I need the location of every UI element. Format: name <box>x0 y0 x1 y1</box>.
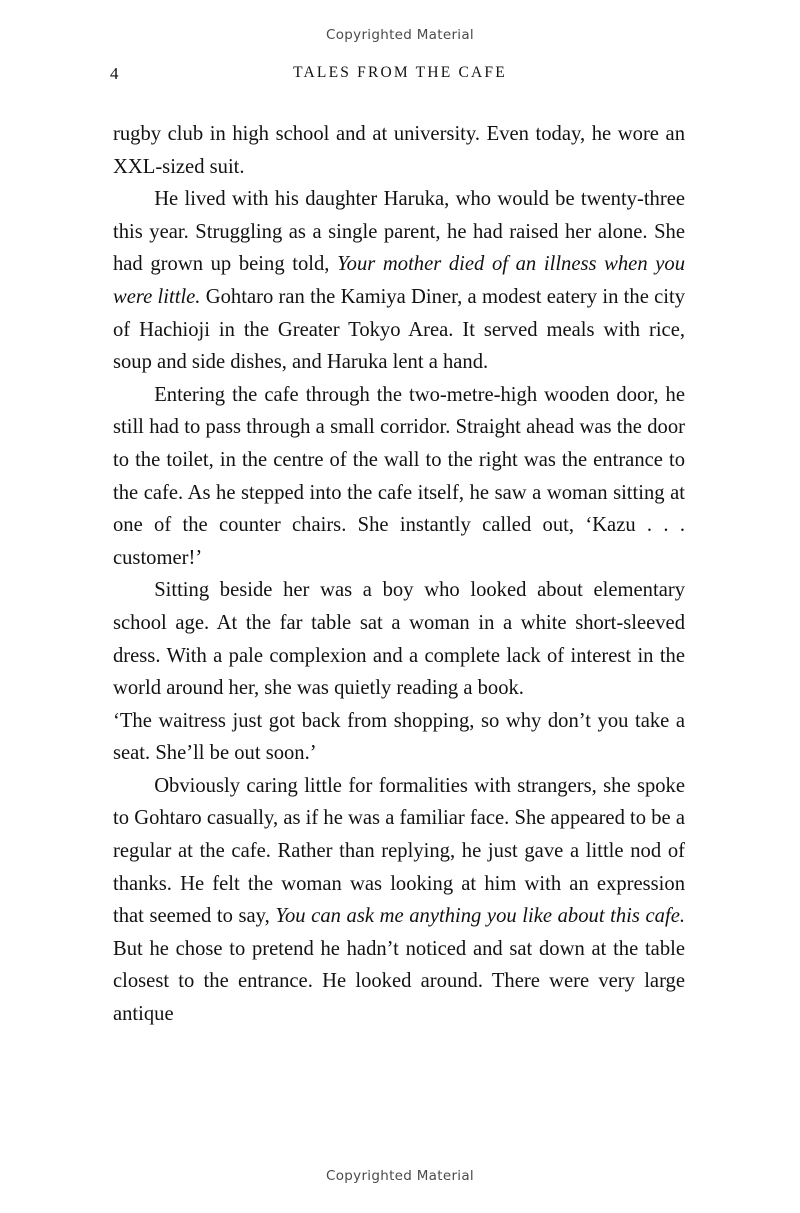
text-run: Obviously caring little for formalities with strangers, she spoke to Gohtaro casually, as if he was a familiar face. She appeared to be a regular at the cafe. Rather than replying, he just gave a little nod of thanks. He felt the woman was looking at him with an expression that seemed to say, <box>113 774 685 928</box>
text-run: Gohtaro ran the Kamiya Diner, a modest eatery in the city of Hachioji in the Greater Tokyo Area. It served meals with rice, soup and side dishes, and Haruka lent a hand. <box>113 285 686 374</box>
text-run: Sitting beside her was a boy who looked about elementary school age. At the far table sat a woman in a white short-sleeved dress. With a pale complexion and a complete lack of interest in the world around her, she was quietly reading a book. <box>113 579 685 700</box>
body-paragraph <box>113 705 685 770</box>
body-paragraph <box>113 770 685 1031</box>
copyright-watermark-top: Copyrighted Material <box>326 27 474 43</box>
text-run: But he chose to pretend he hadn’t noticed and sat down at the table closest to the entrance. He looked around. There were very large antique <box>113 937 685 1026</box>
body-paragraph <box>113 379 685 575</box>
page-number: 4 <box>110 64 119 83</box>
italic-run: You can ask me anything you like about this cafe. <box>275 905 685 928</box>
running-head <box>110 64 690 86</box>
text-run: ‘The waitress just got back from shopping, so why don’t you take a seat. She’ll be out soon.’ <box>113 709 685 765</box>
text-run: rugby club in high school and at university. Even today, he wore an XXL-sized suit. <box>113 123 685 178</box>
body-paragraph <box>113 118 685 183</box>
text-run: He lived with his daughter Haruka, who would be twenty-three this year. Struggling as a single parent, he had raised her alone. She had grown up being told, <box>113 188 685 276</box>
text-run: Entering the cafe through the two-metre-high wooden door, he still had to pass through a small corridor. Straight ahead was the door to the toilet, in the centre of the wall to the right was the entrance to the cafe. As he stepped into the cafe itself, he saw a woman sitting at one of the counter chairs. She instantly called out, ‘Kazu . . . customer!’ <box>113 383 685 569</box>
book-title-header: TALES FROM THE CAFE <box>293 64 507 81</box>
body-paragraph <box>113 574 685 704</box>
italic-run: Your mother died of an illness when you were little. <box>113 253 685 308</box>
body-paragraph <box>113 183 685 379</box>
body-text <box>113 118 685 1031</box>
copyright-watermark-bottom: Copyrighted Material <box>326 1168 474 1184</box>
